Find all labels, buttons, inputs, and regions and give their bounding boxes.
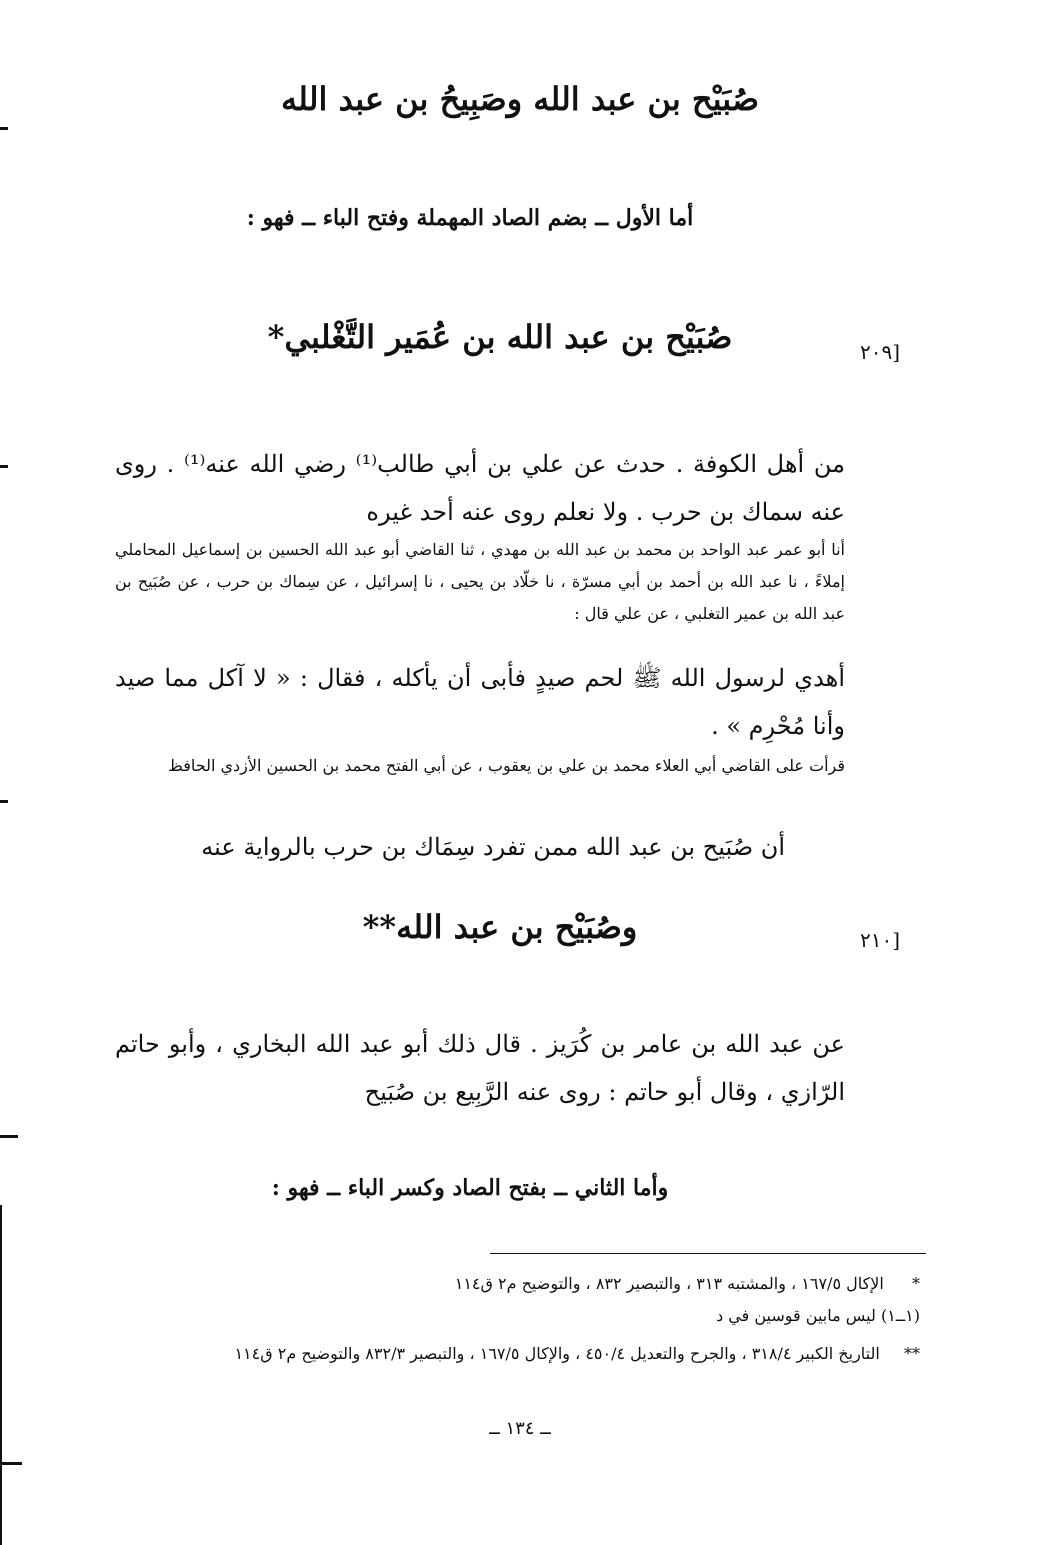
footnote xyxy=(120,1302,920,1330)
isnad-text: قرأت على القاضي أبي العلاء محمد بن علي بن يعقوب ، عن أبي الفتح محمد بن الحسين الأزدي الحافظ xyxy=(168,756,845,775)
footnote-divider xyxy=(490,1253,926,1254)
scan-edge-mark xyxy=(0,1462,22,1465)
scan-edge-line xyxy=(0,1205,2,1545)
entry-bio: عن عبد الله بن عامر بن كُرَيز . قال ذلك أبو عبد الله البخاري ، وأبو حاتم الرّازي ، وقال أبو حاتم : روى عنه الرَّبِيع بن صُبَيح xyxy=(115,1030,845,1106)
page-heading: صُبَيْح بن عبد الله وصَبِيحُ بن عبد الله xyxy=(280,80,760,118)
footnote-text: (١ــ١) ليس مابين قوسين في د xyxy=(716,1306,920,1325)
footnote-text: الإكال ١٦٧/٥ ، والمشتبه ٣١٣ ، والتبصير ٨٣٢ ، والتوضيح م٢ ق١١٤ xyxy=(454,1274,884,1293)
scan-edge-mark xyxy=(0,800,8,803)
scan-edge-mark xyxy=(0,127,8,130)
section-intro-first: أما الأول ــ بضم الصاد المهملة وفتح الباء ــ فهو : xyxy=(246,205,694,231)
entry-bio: من أهل الكوفة . حدث عن علي بن أبي طالب⁽¹⁾ رضي الله عنه⁽¹⁾ . روى عنه سماك بن حرب . ولا نعلم روى عنه أحد غيره xyxy=(115,450,846,526)
entry-title: صُبَيْح بن عبد الله بن عُمَير التَّغْلبي* xyxy=(267,318,733,356)
entry-title: وصُبَيْح بن عبد الله** xyxy=(362,908,638,946)
footnote-marker: ** xyxy=(904,1344,920,1363)
entry-number: [٢١٠ xyxy=(860,928,901,952)
hadith-text: أهدي لرسول الله ﷺ لحم صيدٍ فأبى أن يأكله ، فقال : « لا آكل مما صيد وأنا مُحْرِم » . xyxy=(115,664,845,740)
footnote xyxy=(120,1340,920,1368)
entry-number: [٢٠٩ xyxy=(860,340,901,364)
page-number: ــ ١٣٤ ــ xyxy=(489,1418,551,1439)
scan-edge-mark xyxy=(0,1135,18,1138)
section-intro-second: وأما الثاني ــ بفتح الصاد وكسر الباء ــ فهو : xyxy=(271,1175,669,1201)
footnote-marker: * xyxy=(912,1274,920,1293)
footnote xyxy=(120,1270,920,1298)
footnote-text: التاريخ الكبير ٣١٨/٤ ، والجرح والتعديل ٤٥٠/٤ ، والإكال ١٦٧/٥ ، والتبصير ٨٣٢/٣ والتوضيح م٢ ق١١٤ xyxy=(234,1344,880,1363)
entry-note: أن صُبَيح بن عبد الله ممن تفرد سِمَاك بن حرب بالرواية عنه xyxy=(201,833,785,861)
isnad-text: أنا أبو عمر عبد الواحد بن محمد بن عبد الله بن مهدي ، ثنا القاضي أبو عبد الله الحسين بن إسماعيل المحاملي إملاءً ، نا عبد الله بن أحمد بن أبي مسرّة ، نا خلّاد بن يحيى ، نا إسرائيل ، عن سِماك بن حرب ، عن صُبَيح بن عبد الله بن عمير التغلبي ، عن علي قال : xyxy=(115,540,845,623)
scan-edge-mark xyxy=(0,465,8,468)
